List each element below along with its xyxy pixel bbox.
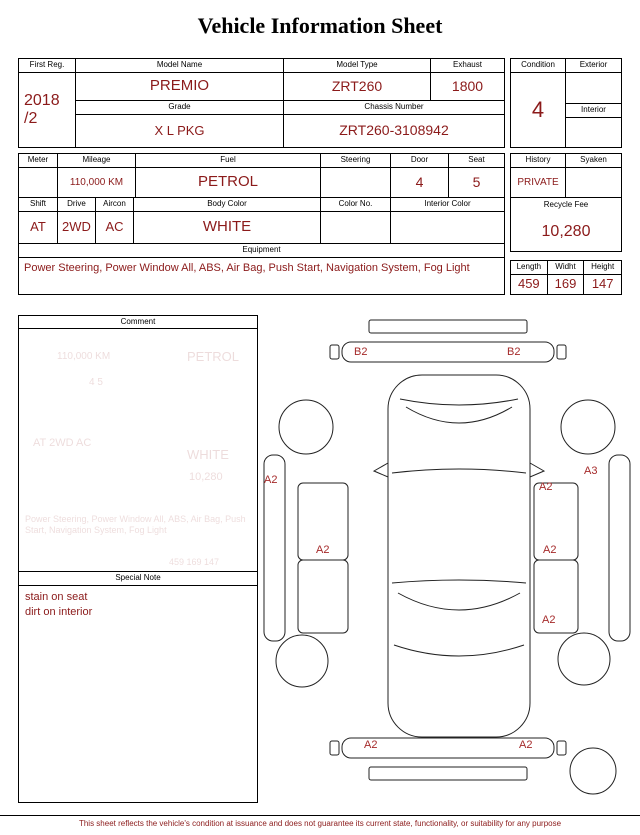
body-color-label: Body Color	[134, 198, 321, 212]
fuel-label: Fuel	[136, 154, 321, 168]
model-name-value: PREMIO	[76, 73, 284, 101]
condition-table	[510, 58, 622, 148]
condition-grade-value: 4	[511, 73, 566, 147]
damage-marker-a3: A3	[584, 465, 598, 477]
height-value: 147	[591, 276, 614, 292]
aircon-value: AC	[96, 212, 134, 244]
first-reg-label: First Reg.	[19, 59, 76, 73]
ghost-text: 459 169 147	[169, 557, 220, 567]
height-label: Height	[584, 261, 621, 275]
shift-label: Shift	[19, 198, 58, 212]
widht-value: 169	[548, 275, 585, 294]
first-reg-value	[19, 73, 76, 147]
ghost-text: Power Steering, Power Window All, ABS, Air Bag, Push Start, Navigation System, Fog Light	[25, 514, 246, 536]
exhaust-value: 1800	[431, 73, 504, 101]
meter-label: Meter	[19, 154, 58, 168]
equipment-label: Equipment	[19, 244, 504, 258]
damage-marker-a2: A2	[539, 481, 553, 493]
fuel-value: PETROL	[136, 168, 321, 198]
syaken-label: Syaken	[566, 154, 621, 168]
ghost-text: 4 5	[89, 377, 103, 388]
door-value: 4	[391, 168, 449, 198]
mileage-value: 110,000 KM	[58, 168, 136, 198]
color-no-value	[321, 212, 391, 244]
spec-table	[18, 153, 505, 295]
damage-marker-b2: B2	[354, 346, 368, 358]
footer-disclaimer: This sheet reflects the vehicle's condition at issuance and does not guarantee its current state, functionality, or suitability for any purpose	[78, 819, 562, 828]
page-title: Vehicle Information Sheet	[197, 13, 443, 38]
footer	[0, 815, 640, 828]
syaken-value	[566, 168, 621, 198]
recycle-fee-label: Recycle Fee	[543, 199, 589, 209]
history-value: PRIVATE	[511, 168, 566, 198]
door-label: Door	[391, 154, 449, 168]
ghost-text: PETROL	[187, 349, 240, 364]
seat-label: Seat	[449, 154, 504, 168]
damage-marker-a2: A2	[364, 739, 378, 751]
special-note-body	[19, 586, 257, 802]
chassis-number-value: ZRT260-3108942	[339, 122, 449, 139]
damage-marker-layer	[262, 315, 632, 805]
history-label: History	[511, 154, 566, 168]
chassis-number-label: Chassis Number	[284, 101, 504, 115]
interior-grade-value	[566, 118, 621, 147]
exhaust-label: Exhaust	[431, 59, 504, 73]
registration-table	[18, 58, 505, 148]
special-note-label: Special Note	[19, 571, 257, 586]
damage-marker-a2: A2	[316, 544, 330, 556]
meter-value	[19, 168, 58, 198]
recycle-fee-value: 10,280	[541, 222, 591, 240]
shift-value: AT	[19, 212, 58, 244]
color-no-label: Color No.	[321, 198, 391, 212]
drive-value: 2WD	[58, 212, 96, 244]
damage-marker-a2: A2	[264, 474, 278, 486]
damage-marker-b2: B2	[507, 346, 521, 358]
grade-label: Grade	[76, 101, 284, 115]
model-type-label: Model Type	[284, 59, 431, 73]
exterior-label: Exterior	[566, 59, 621, 73]
exterior-grade-value	[566, 73, 621, 104]
equipment-value: Power Steering, Power Window All, ABS, Air Bag, Push Start, Navigation System, Fog Light	[24, 262, 470, 274]
length-label: Length	[511, 261, 548, 275]
steering-value	[321, 168, 391, 198]
first-reg-month: /2	[24, 110, 38, 127]
ghost-text: 10,280	[189, 471, 223, 483]
model-name-label: Model Name	[76, 59, 284, 73]
interior-color-label: Interior Color	[391, 198, 504, 212]
body-color-value: WHITE	[134, 212, 321, 244]
seat-value: 5	[449, 168, 504, 198]
mileage-label: Mileage	[58, 154, 136, 168]
comment-label: Comment	[19, 316, 257, 329]
interior-color-value	[391, 212, 504, 244]
drive-label: Drive	[58, 198, 96, 212]
interior-label: Interior	[566, 104, 621, 118]
car-damage-diagram	[262, 315, 632, 805]
ghost-text: 110,000 KM	[57, 351, 111, 362]
dimensions-table	[510, 260, 622, 295]
damage-marker-a2: A2	[543, 544, 557, 556]
condition-label: Condition	[511, 59, 566, 73]
length-value: 459	[511, 275, 548, 294]
ghost-text: AT 2WD AC	[33, 437, 92, 449]
comment-panel	[18, 315, 258, 803]
damage-marker-a2: A2	[542, 614, 556, 626]
widht-label: Widht	[548, 261, 585, 275]
comment-body	[19, 329, 257, 571]
history-table	[510, 153, 622, 252]
aircon-label: Aircon	[96, 198, 134, 212]
first-reg-year: 2018	[24, 92, 60, 110]
grade-value: X L PKG	[76, 115, 284, 147]
model-type-value: ZRT260	[284, 73, 431, 101]
special-note-line: stain on seat	[25, 591, 88, 603]
ghost-text: WHITE	[187, 447, 229, 462]
damage-marker-a2: A2	[519, 739, 533, 751]
special-note-line: dirt on interior	[25, 606, 93, 619]
steering-label: Steering	[321, 154, 391, 168]
